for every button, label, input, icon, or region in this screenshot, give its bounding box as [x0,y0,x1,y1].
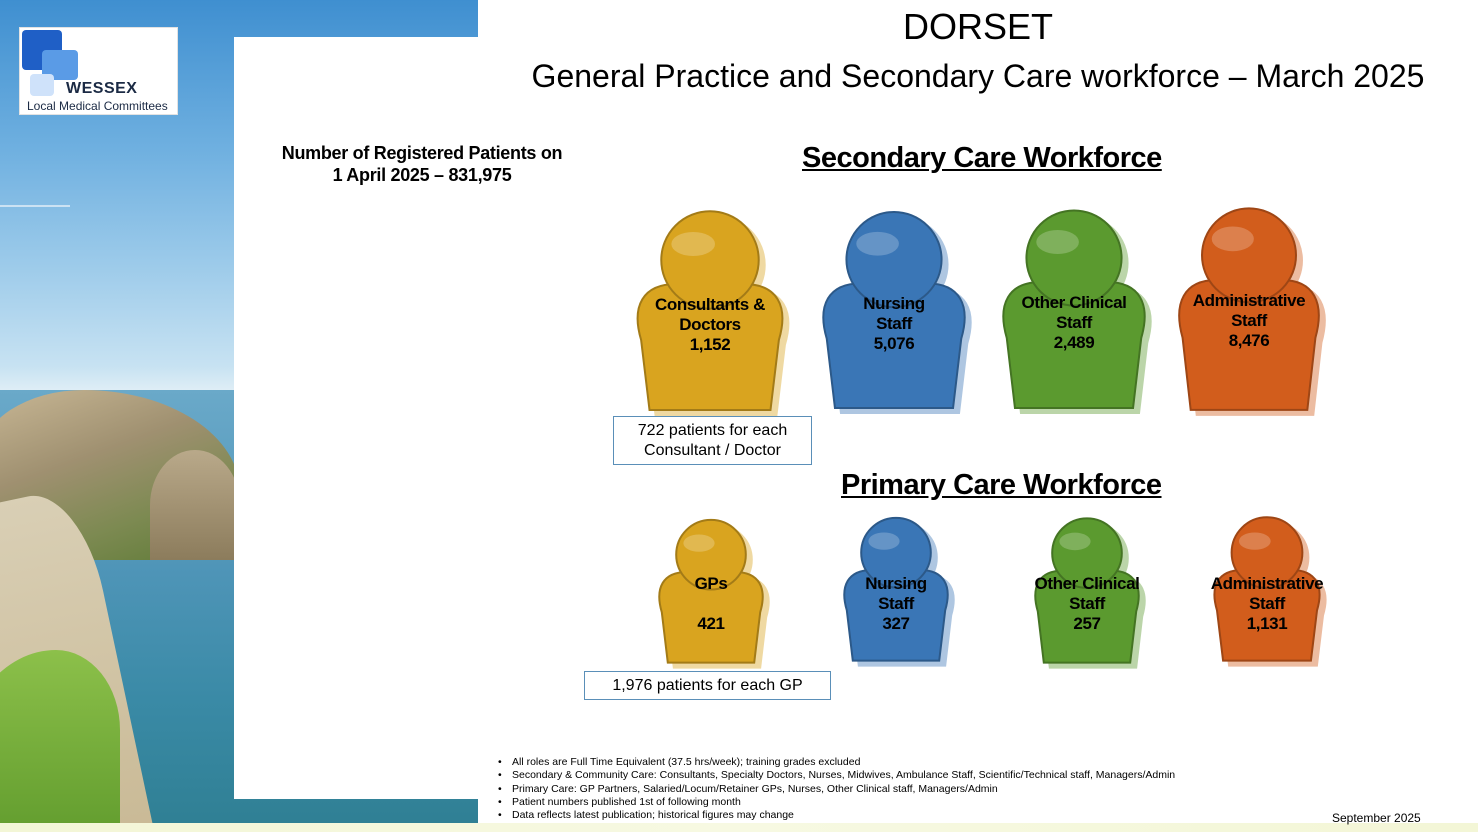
footnotes [498,756,1175,822]
primary-nursing-label: Nursing Staff 327 [836,574,956,634]
registered-patients-line2: 1 April 2025 – 831,975 [332,165,512,185]
primary-other-clinical-figure [1027,521,1147,667]
gp-ratio-text: 1,976 patients for each GP [612,676,803,694]
primary-other-clinical-value: 257 [1073,614,1101,633]
primary-other-clinical-label: Other Clinical Staff 257 [1027,574,1147,634]
secondary-other-clinical-value: 2,489 [1053,333,1095,352]
primary-care-heading: Primary Care Workforce [841,469,1162,501]
secondary-admin-value: 8,476 [1228,331,1270,350]
wessex-lmc-logo [19,27,178,115]
grass [0,650,120,832]
registered-patients [260,142,584,186]
secondary-consultants-label: Consultants & Doctors 1,152 [626,295,794,355]
secondary-care-heading: Secondary Care Workforce [802,142,1162,174]
secondary-nursing-value: 5,076 [873,334,915,353]
secondary-admin-figure [1168,210,1330,416]
consultant-ratio-line1: 722 patients for each [637,421,788,439]
bottom-strip [0,823,1478,832]
primary-admin-figure [1206,521,1328,665]
registered-patients-line1: Number of Registered Patients on [281,143,563,163]
logo-square-light [30,74,54,96]
secondary-consultants-figure [626,216,794,416]
primary-gps-label: GPs 421 [651,574,771,634]
secondary-other-clinical-label: Other Clinical Staff 2,489 [992,293,1156,353]
rock-arch [150,450,240,560]
cloud-streak [0,205,70,207]
primary-gps-figure [651,523,771,667]
footnote-item: • Data reflects latest publication; historical figures may change [498,809,1175,822]
page-subtitle: General Practice and Secondary Care workforce – March 2025 [531,58,1425,94]
footnote-item: • Primary Care: GP Partners, Salaried/Locum/Retainer GPs, Nurses, Other Clinical staff, Managers/Admin [498,783,1175,796]
page-title: DORSET [902,6,1053,47]
primary-admin-label: Administrative Staff 1,131 [1206,574,1328,634]
gp-ratio-box [584,671,831,700]
primary-admin-value: 1,131 [1246,614,1288,633]
secondary-admin-label: Administrative Staff 8,476 [1168,291,1330,351]
logo-subtitle: Local Medical Committees [27,99,168,113]
secondary-consultants-value: 1,152 [689,335,731,354]
secondary-nursing-figure [812,216,976,414]
logo-name: WESSEX [66,80,138,97]
consultant-ratio-box [613,416,812,465]
primary-gps-value: 421 [697,614,725,633]
secondary-other-clinical-figure [992,214,1156,414]
publication-date: September 2025 [1332,811,1421,825]
primary-nursing-figure [836,521,956,665]
footnote-item: • Patient numbers published 1st of following month [498,796,1175,809]
primary-nursing-value: 327 [882,614,910,633]
footnote-item: • All roles are Full Time Equivalent (37.5 hrs/week); training grades excluded [498,756,1175,769]
consultant-ratio-line2: Consultant / Doctor [644,441,781,459]
secondary-nursing-label: Nursing Staff 5,076 [812,294,976,354]
footnote-item: • Secondary & Community Care: Consultants, Specialty Doctors, Nurses, Midwives, Ambulance Staff, Scientific/Technical staff, Managers/Admin [498,769,1175,782]
